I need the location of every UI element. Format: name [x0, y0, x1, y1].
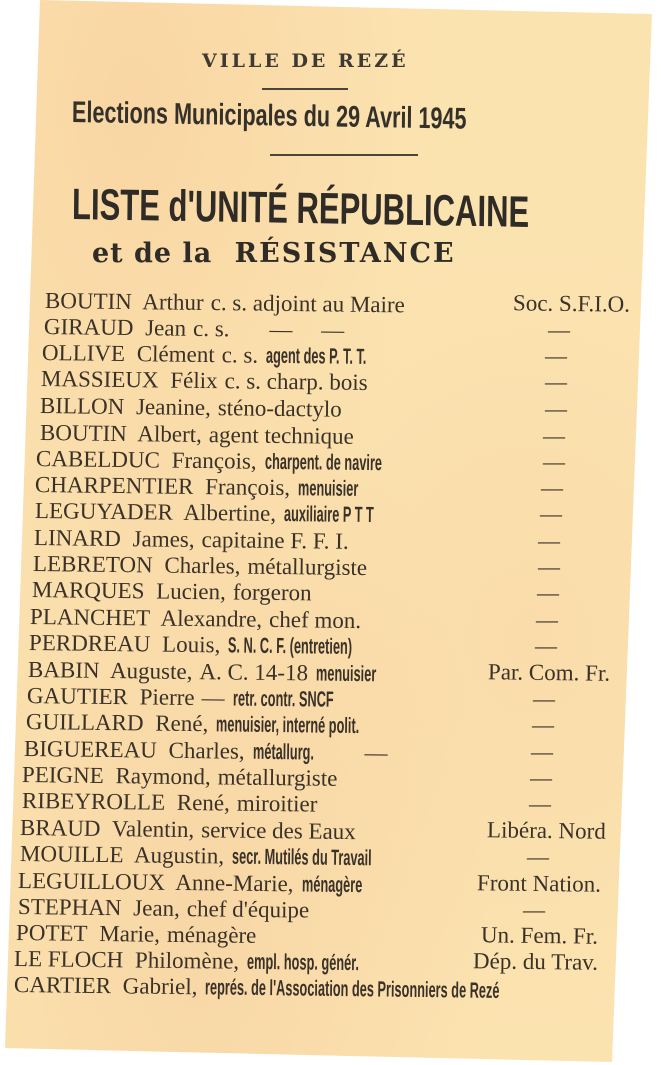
candidate-row — [22, 762, 338, 792]
organisation-ditto-mark: — — [531, 739, 553, 764]
organisation-ditto-mark: — — [527, 844, 549, 869]
candidate-occupation: A. C. 14-18 — [199, 659, 309, 686]
candidate-occupation-detail: S. N. C. F. (entretien) — [228, 632, 353, 659]
election-title: Elections Municipales du 29 Avril 1945 — [71, 96, 467, 136]
candidate-organisation: Soc. S.F.I.O. — [512, 290, 631, 317]
organisation-ditto-mark: — — [540, 501, 562, 526]
candidate-first-name: François, — [199, 474, 291, 501]
candidate-row — [20, 815, 356, 845]
candidate-row — [29, 630, 394, 660]
candidate-occupation: chef d'équipe — [186, 896, 310, 923]
candidate-surname: GUILLARD — [25, 709, 144, 736]
candidate-surname: BOUTIN — [44, 288, 133, 315]
candidate-surname: PEIGNE — [21, 762, 104, 788]
divider-rule — [270, 154, 418, 156]
candidate-row — [35, 498, 400, 528]
candidate-organisation: Front Nation. — [476, 870, 602, 897]
candidate-occupation-detail: retr. contr. SNCF — [232, 685, 334, 712]
candidate-occupation-detail: charpent. de navire — [264, 448, 382, 476]
candidate-row — [16, 920, 257, 949]
candidate-first-name: Charles, — [158, 552, 241, 579]
candidate-row — [22, 788, 318, 818]
organisation-ditto-mark: — — [536, 607, 558, 632]
organisation-ditto-mark: — — [543, 423, 565, 448]
candidate-first-name: Louis, — [156, 631, 221, 658]
ditto-mark: — — — [269, 316, 345, 343]
candidate-occupation: agent technique — [208, 422, 354, 449]
candidate-surname: BOUTIN — [39, 420, 128, 447]
candidate-first-name: Jeanine, — [130, 394, 211, 421]
ditto-mark: — — [364, 740, 388, 766]
candidate-row — [20, 841, 405, 872]
candidate-occupation-detail: agent des P. T. T. — [265, 342, 367, 369]
candidate-first-name: Albertine, — [178, 499, 277, 526]
organisation-ditto-mark: — — [529, 791, 551, 816]
candidate-first-name: René, — [149, 710, 209, 737]
candidate-surname: LINARD — [33, 525, 122, 552]
organisation-ditto-mark: — — [535, 633, 557, 658]
candidate-occupation: métallurgiste — [217, 764, 338, 791]
organisation-ditto-mark: — — [538, 554, 560, 579]
candidate-surname: BILLON — [39, 393, 125, 420]
organisation-ditto-mark: — — [532, 712, 554, 737]
organisation-ditto-mark: — — [530, 765, 552, 790]
candidate-first-name: Alexandre, — [155, 605, 263, 632]
candidate-row — [30, 604, 361, 634]
candidate-surname: OLLIVE — [41, 340, 126, 367]
candidate-occupation: chef mon. — [268, 606, 362, 634]
candidate-occupation: c. s. — [192, 315, 230, 342]
candidate-occupation: capitaine F. F. I. — [201, 527, 349, 554]
candidate-occupation-detail: auxiliaire P T T — [283, 501, 375, 528]
candidate-occupation-detail: menuisier — [315, 660, 377, 687]
candidate-first-name: Raymond, — [109, 763, 211, 790]
candidate-surname: LEGUILLOUX — [17, 868, 166, 895]
candidate-occupation: sténo-dactylo — [217, 395, 342, 422]
candidate-first-name: Anne-Marie, — [170, 869, 294, 897]
candidate-row — [40, 393, 342, 423]
candidate-occupation: miroitier — [236, 790, 318, 817]
candidate-first-name: Gabriel, — [116, 973, 198, 1000]
candidate-organisation: Libéra. Nord — [487, 817, 607, 844]
candidate-occupation-detail: menuisier — [298, 475, 359, 501]
candidate-row — [35, 472, 363, 502]
candidate-surname: MOUILLE — [19, 841, 124, 868]
candidate-surname: BRAUD — [19, 815, 101, 841]
candidate-first-name: James, — [126, 526, 195, 552]
candidate-row — [41, 366, 368, 396]
candidate-surname: GAUTIER — [26, 683, 129, 710]
candidate-row — [27, 683, 355, 713]
candidate-row — [33, 551, 367, 581]
list-subtitle — [92, 238, 456, 269]
candidate-surname: RIBEYROLLE — [21, 788, 166, 815]
candidate-occupation: forgeron — [232, 579, 312, 606]
candidate-first-name: Jean — [139, 315, 187, 341]
organisation-ditto-mark: — — [523, 897, 545, 922]
candidate-occupation-detail: métallurg. — [252, 738, 314, 765]
candidate-surname: MARQUES — [31, 577, 145, 604]
organisation-ditto-mark: — — [545, 396, 567, 421]
list-title: LISTE d'UNITÉ RÉPUBLICAINE — [71, 180, 530, 237]
candidate-first-name: Charles, — [162, 737, 245, 764]
list-subtitle-prefix: et de la — [92, 238, 213, 269]
candidate-first-name: François, — [165, 447, 257, 474]
candidate-row — [26, 709, 397, 740]
organisation-ditto-mark: — — [538, 528, 560, 553]
candidate-occupation: c. s. charp. bois — [224, 368, 368, 395]
divider-rule — [262, 88, 348, 90]
candidate-occupation-detail: ménagère — [301, 871, 362, 898]
candidate-surname: CABELDUC — [35, 446, 161, 473]
candidate-first-name: Valentin, — [106, 816, 195, 843]
candidate-first-name: Clément — [130, 341, 215, 368]
candidate-surname: LEBRETON — [32, 551, 153, 578]
candidate-first-name: Philomène, — [129, 947, 240, 974]
candidate-occupation-detail: empl. hosp. génér. — [246, 948, 360, 976]
candidate-first-name: René, — [170, 789, 231, 816]
candidate-first-name: Jean, — [127, 895, 181, 921]
organisation-ditto-mark: — — [537, 580, 559, 605]
candidate-organisation: Par. Com. Fr. — [487, 659, 611, 686]
candidate-surname: PERDREAU — [28, 630, 151, 657]
candidate-occupation-detail: menuisier, interné polit. — [216, 711, 360, 739]
town-heading: VILLE DE REZÉ — [202, 50, 409, 72]
candidate-organisation: Un. Fem. Fr. — [480, 922, 599, 949]
candidate-occupation: service des Eaux — [201, 817, 356, 845]
candidate-occupation: ménagère — [166, 921, 257, 948]
candidate-surname: PLANCHET — [29, 604, 151, 631]
candidate-occupation: — — [201, 685, 225, 711]
candidate-first-name: Félix — [164, 367, 218, 394]
candidate-surname: CHARPENTIER — [34, 472, 194, 499]
candidate-surname: STEPHAN — [17, 894, 122, 921]
candidate-surname: BABIN — [27, 657, 100, 683]
candidate-first-name: Pierre — [133, 684, 195, 711]
candidate-occupation: c. s. adjoint au Maire — [210, 290, 406, 318]
organisation-ditto-mark: — — [545, 343, 567, 368]
candidate-surname: LEGUYADER — [34, 498, 174, 525]
organisation-ditto-mark: — — [548, 317, 570, 342]
candidate-first-name: Arthur — [137, 289, 204, 315]
candidate-first-name: Lucien, — [150, 578, 226, 605]
candidate-surname: BIGUEREAU — [23, 736, 158, 763]
candidate-row — [34, 525, 349, 555]
candidate-occupation: c. s. — [221, 342, 259, 368]
candidate-occupation: métallurgiste — [247, 553, 368, 581]
organisation-ditto-mark: — — [533, 686, 555, 711]
candidate-surname: CARTIER — [13, 972, 112, 999]
candidate-occupation-detail: secr. Mutilés du Travail — [231, 843, 372, 871]
candidate-surname: MASSIEUX — [40, 366, 159, 393]
candidate-organisation: Dép. du Trav. — [472, 948, 599, 975]
candidate-row — [18, 894, 309, 924]
candidate-surname: LE FLOCH — [13, 946, 124, 973]
organisation-ditto-mark: — — [541, 475, 563, 500]
organisation-ditto-mark: — — [545, 369, 567, 394]
candidate-row — [44, 314, 345, 344]
candidate-first-name: Auguste, — [105, 657, 193, 685]
organisation-ditto-mark: — — [543, 449, 565, 474]
candidate-first-name: Augustin, — [129, 842, 225, 869]
list-subtitle-main: RÉSISTANCE — [234, 238, 456, 269]
candidate-surname: GIRAUD — [43, 314, 134, 341]
candidate-first-name: Marie, — [93, 920, 161, 947]
candidate-first-name: Albert, — [132, 421, 203, 447]
candidate-occupation-detail: représ. de l'Association des Prisonniers de Rezé — [205, 974, 501, 1003]
candidate-surname: POTET — [15, 920, 88, 946]
candidate-row — [40, 420, 354, 450]
candidate-row — [32, 577, 312, 606]
